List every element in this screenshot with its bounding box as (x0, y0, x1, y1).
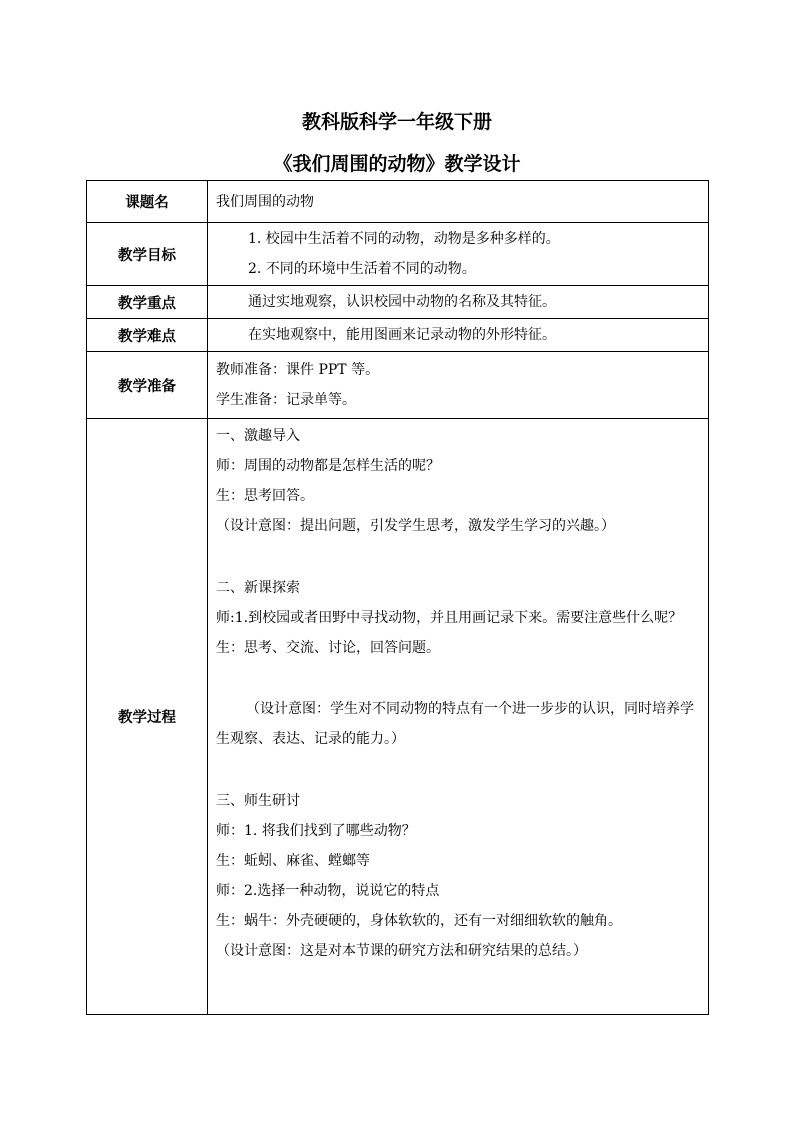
table-row-prep (87, 352, 709, 419)
row-label-difficulty: 教学难点 (87, 319, 208, 352)
process-line: 生：思考回答。 (216, 488, 314, 504)
row-label-key: 教学重点 (87, 286, 208, 319)
design-intent-note: （设计意图：提出问题，引发学生思考，激发学生学习的兴趣。） (216, 518, 615, 534)
document-title: 教科版科学一年级下册 (301, 111, 492, 133)
process-line: 生：蜗牛：外壳硬硬的，身体软软的，还有一对细细软软的触角。 (216, 912, 622, 929)
table-row-goals (87, 223, 709, 286)
process-line: 师：1. 将我们找到了哪些动物？ (216, 822, 416, 839)
section-heading: 二、新课探索 (216, 579, 300, 596)
section-heading: 三、师生研讨 (216, 792, 300, 809)
lesson-plan-table (86, 180, 709, 1015)
row-value-goals (208, 223, 709, 286)
row-value-key (208, 286, 709, 319)
process-line: 师:1.到校园或者田野中寻找动物，并且用画记录下来。需要注意些什么呢？ (216, 609, 683, 626)
process-line: 师：周围的动物都是怎样生活的呢？ (216, 458, 440, 474)
row-label-process: 教学过程 (87, 419, 208, 1015)
difficulty-text: 在实地观察中，能用图画来记录动物的外形特征。 (248, 327, 556, 343)
row-value-difficulty (208, 319, 709, 352)
document-subtitle: 《我们周围的动物》教学设计 (273, 153, 521, 175)
table-row-process (87, 419, 709, 1015)
prep-item: 教师准备：课件 PPT 等。 (216, 362, 380, 378)
spacer (216, 663, 702, 695)
process-line: 生：蚯蚓、麻雀、螳螂等 (216, 852, 370, 869)
row-label-goals: 教学目标 (87, 223, 208, 286)
key-text: 通过实地观察，认识校园中动物的名称及其特征。 (248, 294, 556, 310)
section-heading: 一、激趣导入 (216, 428, 300, 444)
table-row-topic (87, 181, 709, 223)
prep-item: 学生准备：记录单等。 (216, 392, 356, 408)
spacer (216, 541, 702, 573)
design-intent-note: （设计意图：学生对不同动物的特点有一个进一步步的认识，同时培养学生观察、表达、记录的能力。） (216, 701, 694, 747)
row-label-prep: 教学准备 (87, 352, 208, 419)
row-label-topic: 课题名 (87, 181, 208, 223)
spacer (216, 754, 702, 786)
table-row-difficulty (87, 319, 709, 352)
row-value-prep (208, 352, 709, 419)
row-value-process (208, 419, 709, 1015)
topic-text: 我们周围的动物 (216, 193, 314, 210)
process-line: 师：2.选择一种动物，说说它的特点 (216, 882, 440, 899)
goal-item: 2. 不同的环境中生活着不同的动物。 (248, 261, 476, 277)
goal-item: 1. 校园中生活着不同的动物，动物是多种多样的。 (248, 231, 560, 247)
row-value-topic (208, 181, 709, 223)
table-row-key (87, 286, 709, 319)
process-line: 生：思考、交流、讨论，回答问题。 (216, 639, 440, 656)
design-intent-note: （设计意图：这是对本节课的研究方法和研究结果的总结。） (216, 942, 587, 959)
